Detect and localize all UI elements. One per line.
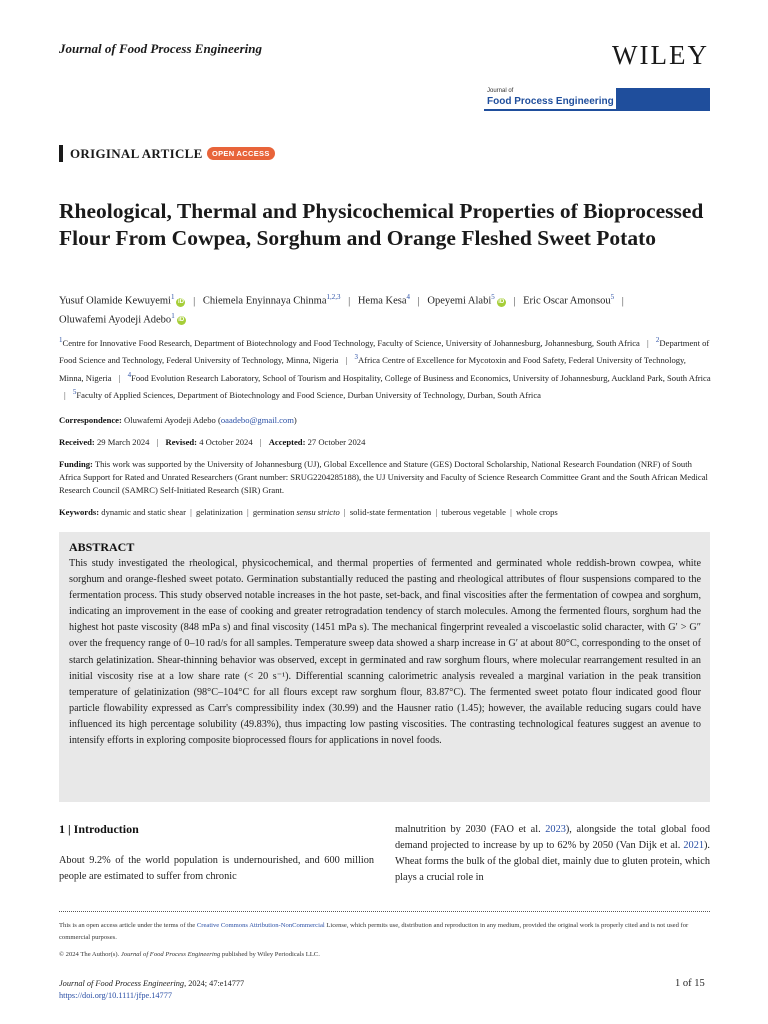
affiliation-text: Africa Centre of Excellence for Mycotoxin and Food Safety, Federal University of Technology, Minna, Nigeria [59, 355, 686, 383]
article-title: Rheological, Thermal and Physicochemical Properties of Bioprocessed Flour From Cowpea, Sorghum and Orange Fleshed Sweet Potato [59, 199, 704, 250]
citation-link[interactable]: 2021 [683, 840, 704, 851]
affiliation-text: Faculty of Applied Sciences, Department of Biotechnology and Food Science, Durban University of Technology, Durban, South Africa [76, 390, 541, 401]
keyword-separator: | [435, 507, 438, 517]
body-text: ). Wheat forms the bulk of the global diet, mainly due to gluten protein, which plays a crucial role in [395, 840, 710, 883]
correspondence: Correspondence: Oluwafemi Ayodeji Adebo (oaadebo@gmail.com) [59, 415, 297, 425]
open-access-badge: OPEN ACCESS [207, 147, 275, 160]
date-separator: | [259, 437, 262, 447]
license-note [59, 920, 711, 943]
orcid-icon[interactable]: iD [498, 298, 505, 305]
author-separator: | [513, 295, 516, 307]
footer-citation [59, 978, 244, 1001]
affiliation-text: Food Evolution Research Laboratory, School of Tourism and Hospitality, College of Business and Economics, University of Johannesburg, Auckland Park, South Africa [131, 372, 711, 383]
keyword-separator: | [343, 507, 346, 517]
keyword-separator: | [510, 507, 512, 517]
orcid-icon[interactable]: iD [177, 298, 184, 305]
journal-name: Journal of Food Process Engineering [59, 41, 262, 56]
abstract-text: This study investigated the rheological, physicochemical, and thermal properties of fermented and germinated whole reddish-brown cowpea, white sorghum and orange-fleshed sweet potato. Germination substantially reduced the pasting and rheological attributes of flour suspensions compared to the fermentation process. This study observed notable increases in the hot paste, set-back, and final viscosities after the fermentation of cowpea and sorghum, indicating an improvement in the ease of cooking and greater retrogradation tendency of starch molecules. Among the fermented flours, sorghum had the highest hot paste viscosity (848 mPa s) and final viscosity (1451 mPa s). The mechanical fingerprint revealed a viscoelastic solid character, with G′ > G″ over the frequency range of 0–10 rad/s for all samples. Temperature sweep data showed a sharp increase in G′ at about 80°C, corresponding to the onset of starch gelatinization. Shear-thinning behavior was observed, except in germinated and raw sorghum flours, where molecular rearrangement resulted in an initial viscosity rise at a low share rate (< 20 s⁻¹). Differential scanning calorimetric analysis revealed a marginal variation in the peak transition temperature of gelatinization (98°C–104°C for all flours except raw sorghum flour, 83.87°C). The fermented sweet potato flour indicated good flour particle flowability expressed as Carr's compressibility index (30.99) and the Hausner ratio (1.45); however, the available reducing sugars could have influenced its high percentage solubility (49.83%), thus impacting low pasting viscosities. The contrasting technological features suggest an avenue to intensify efforts in exploring composite bioprocessed flours for applications in novel foods. [69, 558, 701, 747]
revised-label: Revised: [165, 437, 198, 447]
keyword-separator: | [246, 507, 249, 517]
copyright-journal: Journal of Food Process Engineering [120, 951, 221, 958]
author-affiliation-ref[interactable]: 5 [491, 293, 495, 301]
author-name[interactable]: Yusuf Olamide Kewuyemi [59, 295, 171, 307]
keyword: gelatinization [196, 507, 243, 517]
footnote-divider [59, 911, 710, 912]
author-name[interactable]: Chiemela Enyinnaya Chinma [202, 295, 327, 307]
author-affiliation-ref[interactable]: 1 [171, 311, 175, 320]
affiliation-number: 4 [127, 370, 132, 379]
author-name[interactable]: Oluwafemi Ayodeji Adebo [59, 314, 172, 325]
orcid-icon[interactable]: iD [178, 317, 185, 323]
copyright-text: published by Wiley Periodicals LLC. [220, 951, 320, 958]
affiliation-number: 1 [59, 336, 63, 344]
brand-label-area [484, 88, 616, 111]
correspondence-name: Oluwafemi Ayodeji Adebo [124, 415, 216, 425]
affiliation-text: Department of Food Science and Technology, Federal University of Technology, Minna, Nigeria [59, 337, 710, 366]
article-dates [59, 436, 711, 449]
article-type-bar [59, 145, 63, 162]
page-number: 1 of 15 [675, 978, 705, 989]
correspondence-email-link[interactable]: oaadebo@gmail.com [220, 415, 294, 425]
author-name[interactable]: Hema Kesa [357, 295, 407, 307]
keyword: dynamic and static shear [101, 507, 186, 517]
license-link[interactable]: Creative Commons Attribution-NonCommercial [196, 922, 325, 929]
license-text: This is an open access article under the terms of the [59, 922, 197, 929]
body-text: About 9.2% of the world population is undernourished, and 600 million people are estimated to suffer from chronic [59, 855, 374, 882]
keywords [59, 506, 711, 519]
funding-label: Funding: [59, 459, 93, 469]
copyright-text: © 2024 The Author(s). [59, 951, 121, 958]
keywords-label: Keywords: [59, 507, 100, 517]
body-text: ), alongside the total global food demand projected to increase by up to 62% by 2050 (Van Dijk et al. [395, 824, 710, 851]
affiliation-number: 5 [72, 388, 77, 397]
author-affiliation-ref[interactable]: 4 [406, 293, 411, 301]
author-list [59, 290, 709, 327]
affiliation-number: 3 [354, 353, 359, 362]
copyright-note [59, 949, 711, 961]
body-column-left [59, 853, 374, 885]
affiliation-number: 2 [655, 336, 660, 344]
accepted-label: Accepted: [268, 437, 306, 447]
author-affiliation-ref[interactable]: 1,2,3 [326, 293, 341, 301]
received-date: 29 March 2024 [96, 437, 150, 447]
section-heading-introduction: 1 | Introduction [59, 822, 139, 836]
affiliations [59, 333, 711, 403]
author-separator: | [348, 295, 351, 307]
brand-title-text: Food Process Engineering [487, 96, 614, 107]
license-text: License, which permits use, distribution and reproduction in any medium, provided the original work is properly cited and is not used for commercial purposes. [59, 922, 689, 941]
author-separator: | [417, 295, 420, 307]
accepted-date: 27 October 2024 [307, 437, 366, 447]
footer-volume: , 2024; 47:e14777 [184, 979, 245, 988]
brand-small-text: Journal of [487, 88, 514, 94]
author-separator: | [621, 295, 624, 307]
keyword: tuberous vegetable [441, 507, 506, 517]
funding-text: This work was supported by the University of Johannesburg (UJ), Global Excellence and Stature (GES) Doctoral Scholarship, National Research Foundation (NRF) of South Africa Support for Rated and Unrated Researchers (Grant number: SRUG2204285188), the UJ University and Faculty of Science Research Committee Grant and the South African Medical Research Council (SAMRC) Self-Initiated Research (SIR) Grant. [59, 459, 708, 495]
author-affiliation-ref[interactable]: 1 [170, 293, 175, 301]
affiliation-separator: | [64, 390, 66, 401]
abstract-heading: ABSTRACT [69, 540, 135, 554]
journal-brand-banner [484, 88, 710, 111]
revised-date: 4 October 2024 [199, 437, 253, 447]
author-name[interactable]: Eric Oscar Amonsou [523, 295, 611, 307]
body-column-right [395, 822, 710, 886]
keyword: germination [252, 507, 297, 517]
affiliation-text: Centre for Innovative Food Research, Department of Biotechnology and Food Technology, Faculty of Science, University of Johannesburg, Johannesburg, South Africa [62, 337, 640, 348]
body-text: malnutrition by 2030 (FAO et al. [395, 824, 546, 835]
publisher-logo: WILEY [612, 40, 709, 70]
date-separator: | [156, 437, 159, 447]
keyword: whole crops [515, 507, 558, 517]
author-separator: | [193, 295, 196, 307]
footer-journal: Journal of Food Process Engineering [59, 979, 185, 988]
funding [59, 458, 711, 497]
citation-link[interactable]: 2023 [545, 824, 566, 835]
affiliation-separator: | [118, 372, 121, 383]
correspondence-label: Correspondence: [59, 415, 122, 425]
keyword: solid-state fermentation [349, 507, 432, 517]
keyword-italic: sensu stricto [296, 507, 340, 517]
received-label: Received: [59, 437, 95, 447]
author-affiliation-ref[interactable]: 5 [610, 293, 615, 301]
affiliation-separator: | [345, 355, 348, 366]
brand-blue-block [616, 88, 710, 111]
doi-link[interactable]: https://doi.org/10.1111/jfpe.14777 [59, 990, 173, 1000]
abstract-box [59, 532, 710, 802]
affiliation-separator: | [647, 337, 649, 348]
author-name[interactable]: Opeyemi Alabi [427, 295, 492, 307]
keyword-separator: | [190, 507, 192, 517]
article-type: ORIGINAL ARTICLE [70, 146, 203, 161]
